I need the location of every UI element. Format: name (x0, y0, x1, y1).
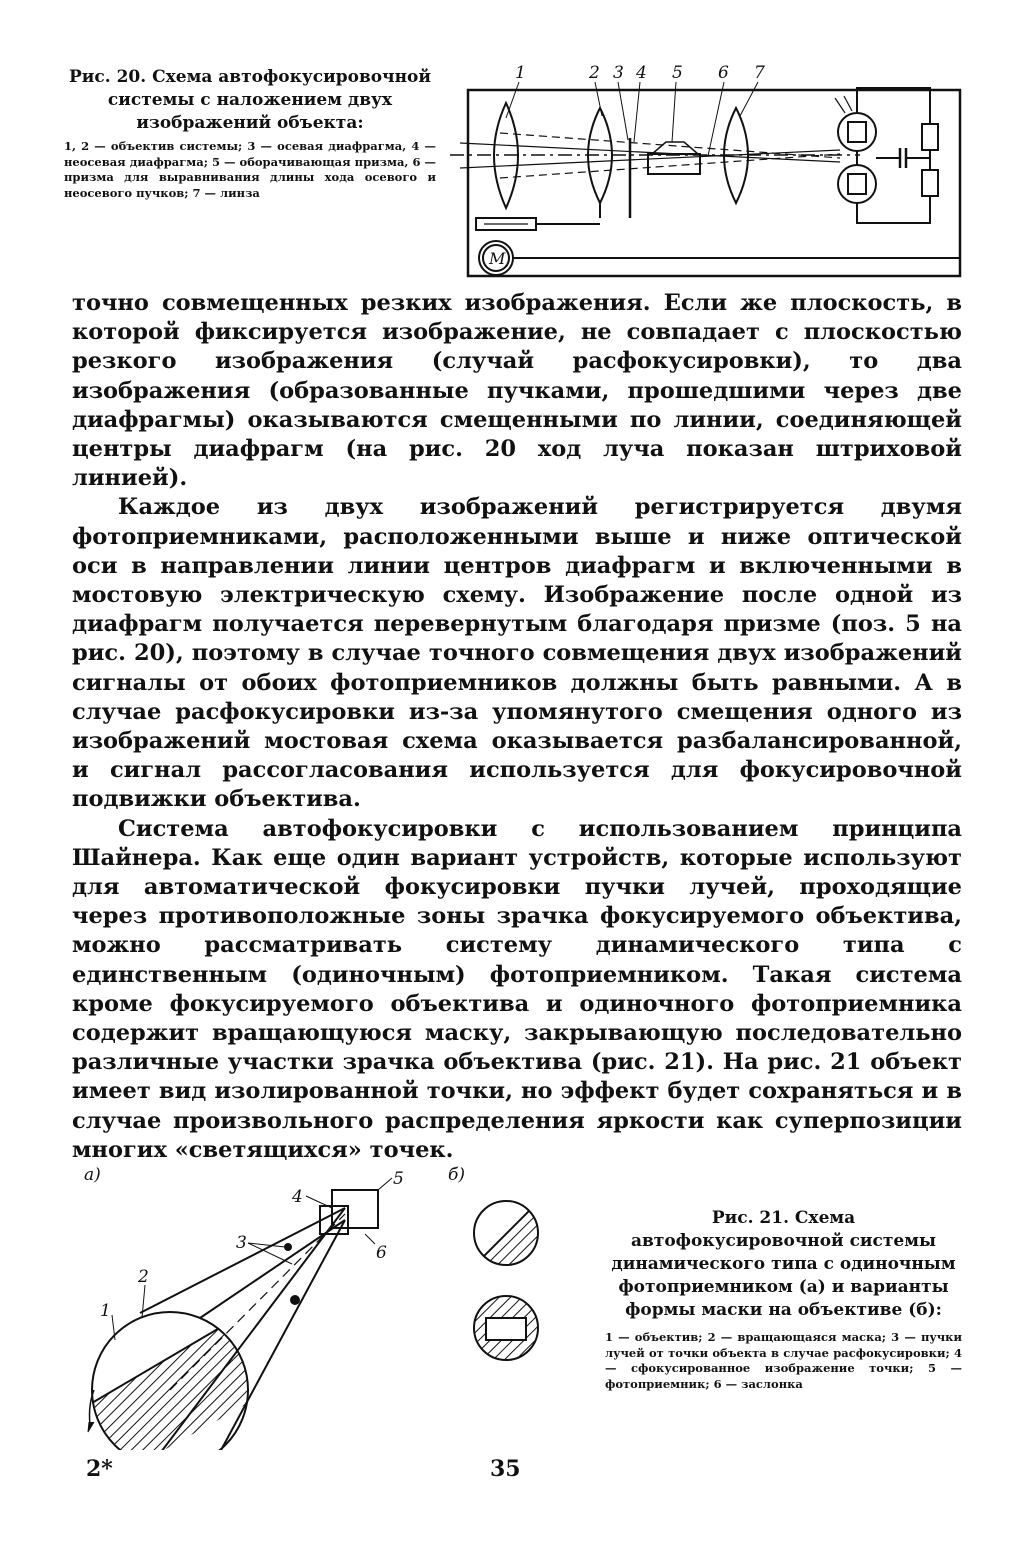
fig20-label-1: 1 (515, 63, 526, 83)
figure-21-legend: 1 — объектив; 2 — вращающаяся маска; 3 — пучки лучей от точки объекта в случае расфокусировки; 4 — сфокусированное изображение точки; 5 — фотоприемник; 6 — заслонка (605, 1330, 962, 1391)
fig21-label-3: 3 (236, 1233, 247, 1253)
figure-20-diagram (440, 58, 970, 283)
motor-label: M (489, 249, 506, 268)
paragraph-3 (72, 815, 962, 1165)
figure-21-diagram (70, 1160, 610, 1450)
resistor-bottom (922, 170, 938, 196)
panel-a-label: а) (84, 1165, 101, 1185)
body-text (72, 289, 962, 1165)
signature-mark: 2* (86, 1456, 113, 1482)
paragraph-3-heading: Система автофокусировки с использованием принципа Шайнера. (72, 815, 962, 871)
fig21-label-2: 2 (138, 1267, 149, 1287)
figure-20-legend: 1, 2 — объектив системы; 3 — осевая диафрагма, 4 — неосевая диафрагма; 5 — оборачивающая призма, 6 — призма для выравнивания длины хода осевого и неосевого пучков; 7 — линза (64, 139, 436, 200)
page-number: 35 (490, 1456, 521, 1482)
resistor-top (922, 124, 938, 150)
figure-21-caption (605, 1207, 962, 1392)
photodetector-bottom (838, 165, 876, 203)
paragraph-1: точно совмещенных резких изображения. Если же плоскость, в которой фиксируется изображение, не совпадает с плоскостью резкого изображения (случай расфокусировки), то два изображения (образованные пучками, прошедшими через две диафрагмы) оказываются смещенными по линии, соединяющей центры диафрагм (на рис. 20 ход луча показан штриховой линией). (72, 290, 962, 492)
panel-b-label: б) (448, 1165, 466, 1185)
photodetector-top (838, 113, 876, 151)
fig21-label-5: 5 (393, 1169, 404, 1189)
outer-frame (468, 90, 960, 276)
figure-20-title: Рис. 20. Схема автофокусировочной системы с наложением двух изображений объекта: (69, 67, 431, 133)
photodetector-5 (332, 1190, 378, 1228)
fig21-label-6: 6 (376, 1243, 387, 1263)
figure-21-title: Рис. 21. Схема автофокусировочной системы динамического типа с одиночным фотоприемником (а) и варианты формы маски на объективе (б): (611, 1208, 956, 1320)
fig20-label-4: 4 (636, 63, 647, 83)
fig20-label-7: 7 (754, 63, 765, 83)
fig20-label-6: 6 (718, 63, 729, 83)
fig21-label-1: 1 (100, 1301, 111, 1321)
fig20-label-3: 3 (613, 63, 624, 83)
fig21-label-4: 4 (292, 1187, 303, 1207)
fig20-label-2: 2 (589, 63, 600, 83)
paragraph-2: Каждое из двух изображений регистрируется двумя фотоприемниками, расположенными выше и ниже оптической оси в направлении линии центров диафрагм и включенными в мостовую электрическую схему. Изображение после одной из диафрагм получается перевернутым благодаря призме (поз. 5 на рис. 20), поэтому в случае точного совмещения двух изображений сигналы от обоих фотоприемников должны быть равными. А в случае расфокусировки из-за упомянутого смещения одного из изображений мостовая схема оказывается разбалансированной, и сигнал рассогласования используется для фокусировочной подвижки объектива. (72, 494, 962, 813)
figure-20-caption (64, 66, 436, 201)
fig20-label-5: 5 (672, 63, 683, 83)
paragraph-3-text: Как еще один вариант устройств, которые используют для автоматической фокусировки пучки лучей, проходящие через противоположные зоны зрачка фокусируемого объектива, можно рассматривать систему динамического типа с единственным (одиночным) фотоприемником. Такая система кроме фокусируемого объектива и одиночного фотоприемника содержит вращающуюся маску, закрывающую последовательно различные участки зрачка объектива (рис. 21). На рис. 21 объект имеет вид изолированной точки, но эффект будет сохраняться и в случае произвольного распределения яркости как суперпозиции многих «светящихся» точек. (72, 844, 962, 1163)
